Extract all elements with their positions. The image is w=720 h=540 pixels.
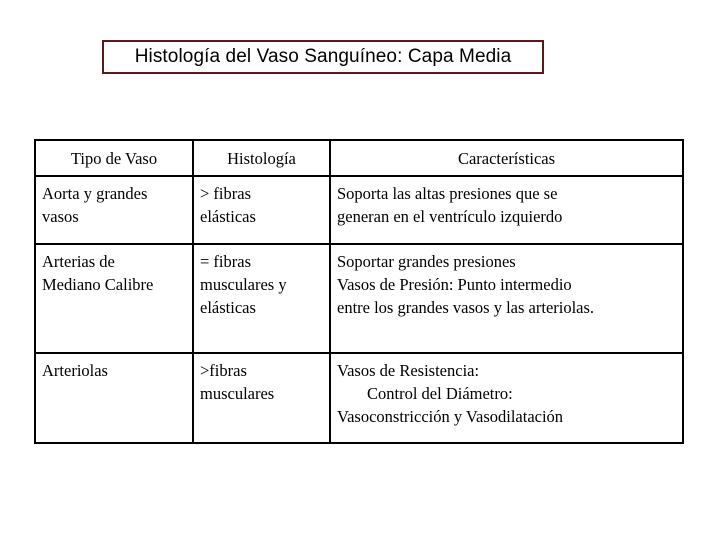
cell-line: Aorta y grandes — [42, 184, 148, 203]
cell-line: Soportar grandes presiones — [337, 252, 516, 271]
cell-caracteristicas — [330, 353, 683, 443]
cell-line: >fibras — [200, 361, 247, 380]
cell-line: Arteriolas — [42, 361, 108, 380]
cell-line: Control del Diámetro: — [367, 384, 513, 403]
cell-line: generan en el ventrículo izquierdo — [337, 207, 563, 226]
cell-histologia — [193, 244, 330, 353]
header-histologia: Histología — [193, 140, 330, 176]
slide-title — [102, 40, 544, 74]
header-tipo-de-vaso: Tipo de Vaso — [35, 140, 193, 176]
cell-caracteristicas — [330, 176, 683, 244]
cell-line: elásticas — [200, 207, 256, 226]
cell-line: elásticas — [200, 298, 256, 317]
cell-histologia — [193, 176, 330, 244]
slide-title-text: Histología del Vaso Sanguíneo: Capa Media — [134, 46, 512, 67]
cell-line: musculares y — [200, 275, 287, 294]
cell-line: Vasos de Presión: Punto intermedio — [337, 275, 572, 294]
table-row — [35, 244, 683, 353]
cell-line: entre los grandes vasos y las arteriolas. — [337, 298, 595, 317]
histology-table — [34, 139, 684, 444]
table-header-row — [35, 140, 683, 176]
cell-line: musculares — [200, 384, 275, 403]
cell-line: Vasoconstricción y Vasodilatación — [337, 407, 564, 426]
cell-line: vasos — [42, 207, 79, 226]
cell-tipo — [35, 353, 193, 443]
cell-tipo — [35, 176, 193, 244]
table-row — [35, 176, 683, 244]
cell-line: Vasos de Resistencia: — [337, 361, 480, 380]
cell-line: Arterias de — [42, 252, 115, 271]
table-row — [35, 353, 683, 443]
cell-line: Mediano Calibre — [42, 275, 154, 294]
cell-line: > fibras — [200, 184, 251, 203]
cell-caracteristicas — [330, 244, 683, 353]
cell-histologia — [193, 353, 330, 443]
cell-line: Soporta las altas presiones que se — [337, 184, 558, 203]
cell-line: = fibras — [200, 252, 251, 271]
header-caracteristicas: Características — [330, 140, 683, 176]
cell-tipo — [35, 244, 193, 353]
